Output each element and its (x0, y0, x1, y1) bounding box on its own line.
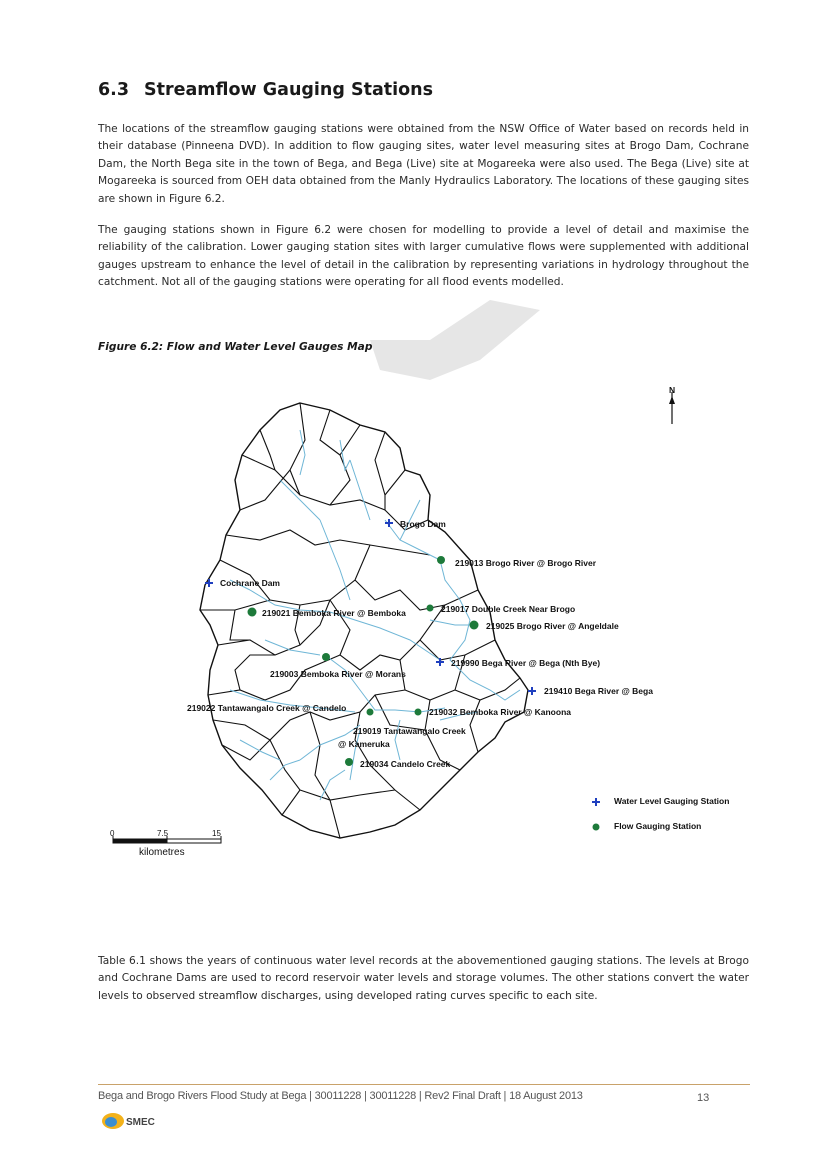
scale-tick: 15 (212, 829, 221, 838)
map-legend (592, 796, 729, 831)
station-label: Brogo Dam (400, 519, 446, 529)
scale-tick: 0 (110, 829, 115, 838)
smec-logo (100, 1110, 160, 1130)
legend-water-level-icon (592, 798, 600, 806)
page-number: 13 (697, 1092, 710, 1104)
station-label: 219990 Bega River @ Bega (Nth Bye) (451, 658, 601, 668)
section-title: Streamflow Gauging Stations (144, 80, 434, 100)
legend-label: Water Level Gauging Station (614, 796, 730, 806)
station-label: 219003 Bemboka River @ Morans (270, 669, 406, 679)
figure-caption: Figure 6.2: Flow and Water Level Gauges Map (98, 341, 373, 353)
catchment-boundary (200, 403, 528, 838)
station-label: 219017 Double Creek Near Brogo (441, 604, 576, 614)
north-label: N (669, 385, 676, 395)
station-label: 219013 Brogo River @ Brogo River (455, 558, 597, 568)
footer-text: Bega and Brogo Rivers Flood Study at Bega | 30011228 | 30011228 | Rev2 Final Draft | 18 August 2013 (98, 1090, 583, 1102)
north-arrow (669, 385, 675, 424)
scale-tick: 7.5 (157, 829, 169, 838)
paragraph-2: The gauging stations shown in Figure 6.2 were chosen for modelling to provide a level of detail and maximise the reliability of the calibration. Lower gauging station sites with larger cumulative flows were supplemented with additional gauges upstream to enhance the level of detail in the calibration by representing variations in hydrology throughout the catchment. Not all of the gauging stations were operating for all flood events modelled. (98, 224, 749, 289)
subcatchment-boundaries (200, 403, 520, 838)
paragraph-3: Table 6.1 shows the years of continuous water level records at the abovementioned gauging stations. The levels at Brogo and Cochrane Dams are used to record reservoir water levels and storage volumes. The other stations convert the water levels to observed streamflow discharges, using developed rating curves specific to each site. (98, 955, 749, 1002)
logo-text: SMEC (126, 1117, 155, 1128)
station-label: 219021 Bemboka River @ Bemboka (262, 608, 406, 618)
station-label: 219019 Tantawangalo Creek (353, 726, 466, 736)
legend-flow-icon (593, 824, 600, 831)
station-label: 219032 Bemboka River @ Kanoona (429, 707, 571, 717)
station-label: 219034 Candelo Creek (360, 759, 451, 769)
station-label: 219022 Tantawangalo Creek @ Candelo (187, 703, 347, 713)
station-label: 219025 Brogo River @ Angeldale (486, 621, 619, 631)
station-label: @ Kameruka (338, 739, 390, 749)
station-label: 219410 Bega River @ Bega (544, 686, 653, 696)
section-number: 6.3 (98, 80, 130, 100)
paragraph-1: The locations of the streamflow gauging stations were obtained from the NSW Office of Water based on records held in their database (Pinneena DVD). In addition to flow gauging sites, water level measuring sites at Brogo Dam, Cochrane Dam, the North Bega site in the town of Bega, and Bega (Live) site at Mogareeka were also used. The Bega (Live) site at Mogareeka is sourced from OEH data obtained from the Manly Hydraulics Laboratory. The locations of these gauging sites are shown in Figure 6.2. (98, 123, 749, 205)
scale-bar (110, 829, 221, 858)
station-label: Cochrane Dam (220, 578, 280, 588)
legend-label: Flow Gauging Station (614, 821, 702, 831)
scale-unit: kilometres (139, 847, 185, 858)
footer-divider (98, 1084, 750, 1085)
